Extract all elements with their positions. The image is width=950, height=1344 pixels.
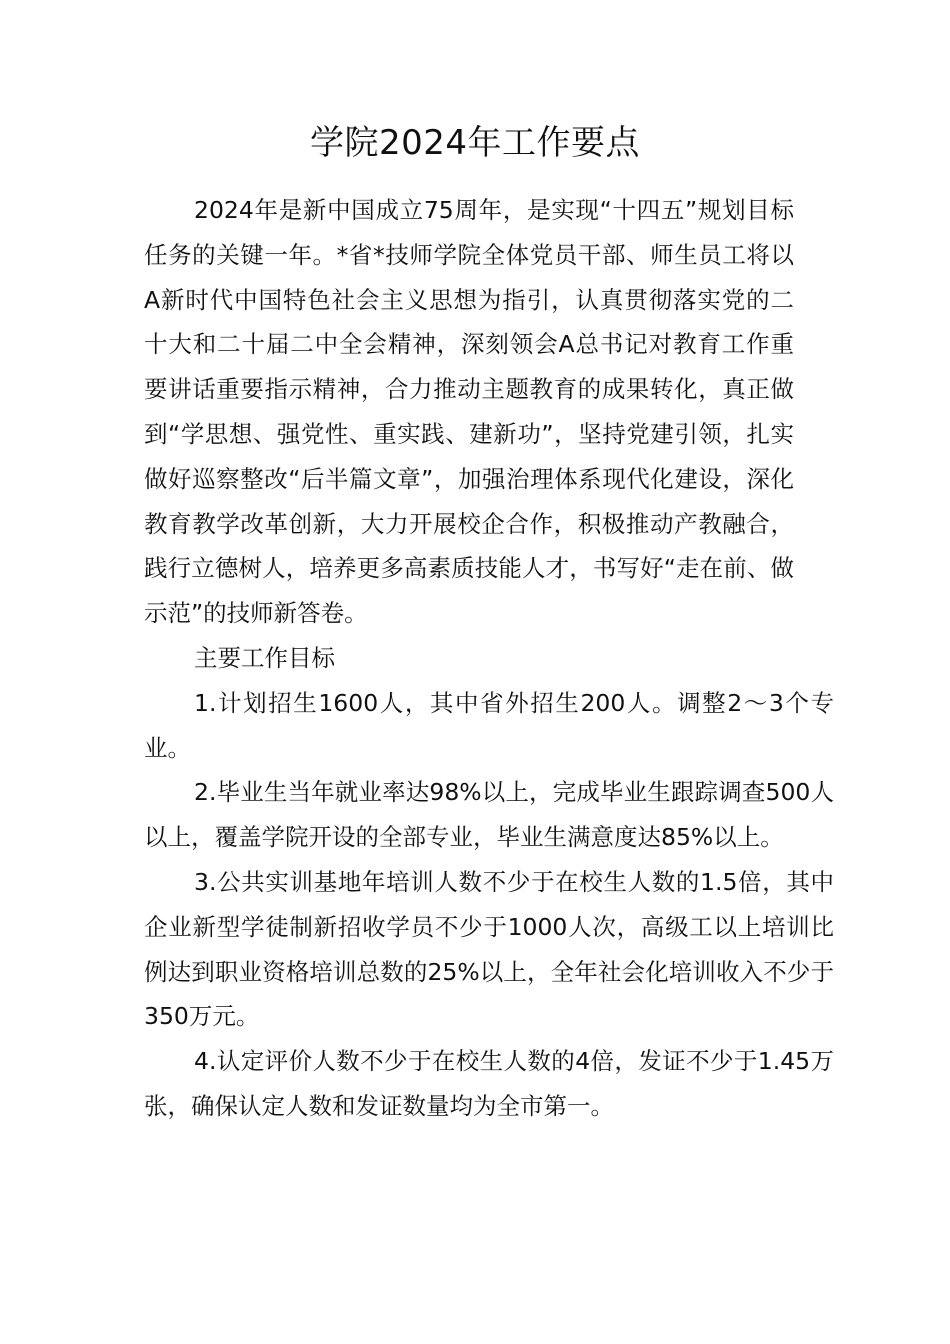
document-body — [144, 188, 834, 1129]
document-title: 学院2024年工作要点 — [309, 123, 641, 163]
intro-paragraph: 2024年是新中国成立75周年，是实现“十四五”规划目标任务的关键一年。*省*技师学院全体党员干部、师生员工将以A新时代中国特色社会主义思想为指引，认真贯彻落实党的二十大和二十届二中全会精神，深刻领会A总书记对教育工作重要讲话重要指示精神，合力推动主题教育的成果转化，真正做到“学思想、强党性、重实践、建新功”，坚持党建引领，扎实做好巡察整改“后半篇文章”，加强治理体系现代化建设，深化教育教学改革创新，大力开展校企合作，积极推动产教融合，践行立德树人，培养更多高素质技能人才，书写好“走在前、做示范”的技师新答卷。 — [144, 196, 794, 628]
goal-item-4: 4.认定评价人数不少于在校生人数的4倍，发证不少于1.45万张，确保认定人数和发证数量均为全市第一。 — [144, 1047, 834, 1120]
section-heading: 主要工作目标 — [194, 643, 335, 672]
goal-item-2: 2.毕业生当年就业率达98%以上，完成毕业生跟踪调查500人以上，覆盖学院开设的全部专业，毕业生满意度达85%以上。 — [144, 778, 834, 852]
goal-item-3: 3.公共实训基地年培训人数不少于在校生人数的1.5倍，其中企业新型学徒制新招收学员不少于1000人次，高级工以上培训比例达到职业资格培训总数的25%以上，全年社会化培训收入不少于350万元。 — [144, 867, 834, 1031]
goal-item-1: 1.计划招生1600人，其中省外招生200人。调整2～3个专业。 — [144, 688, 834, 762]
